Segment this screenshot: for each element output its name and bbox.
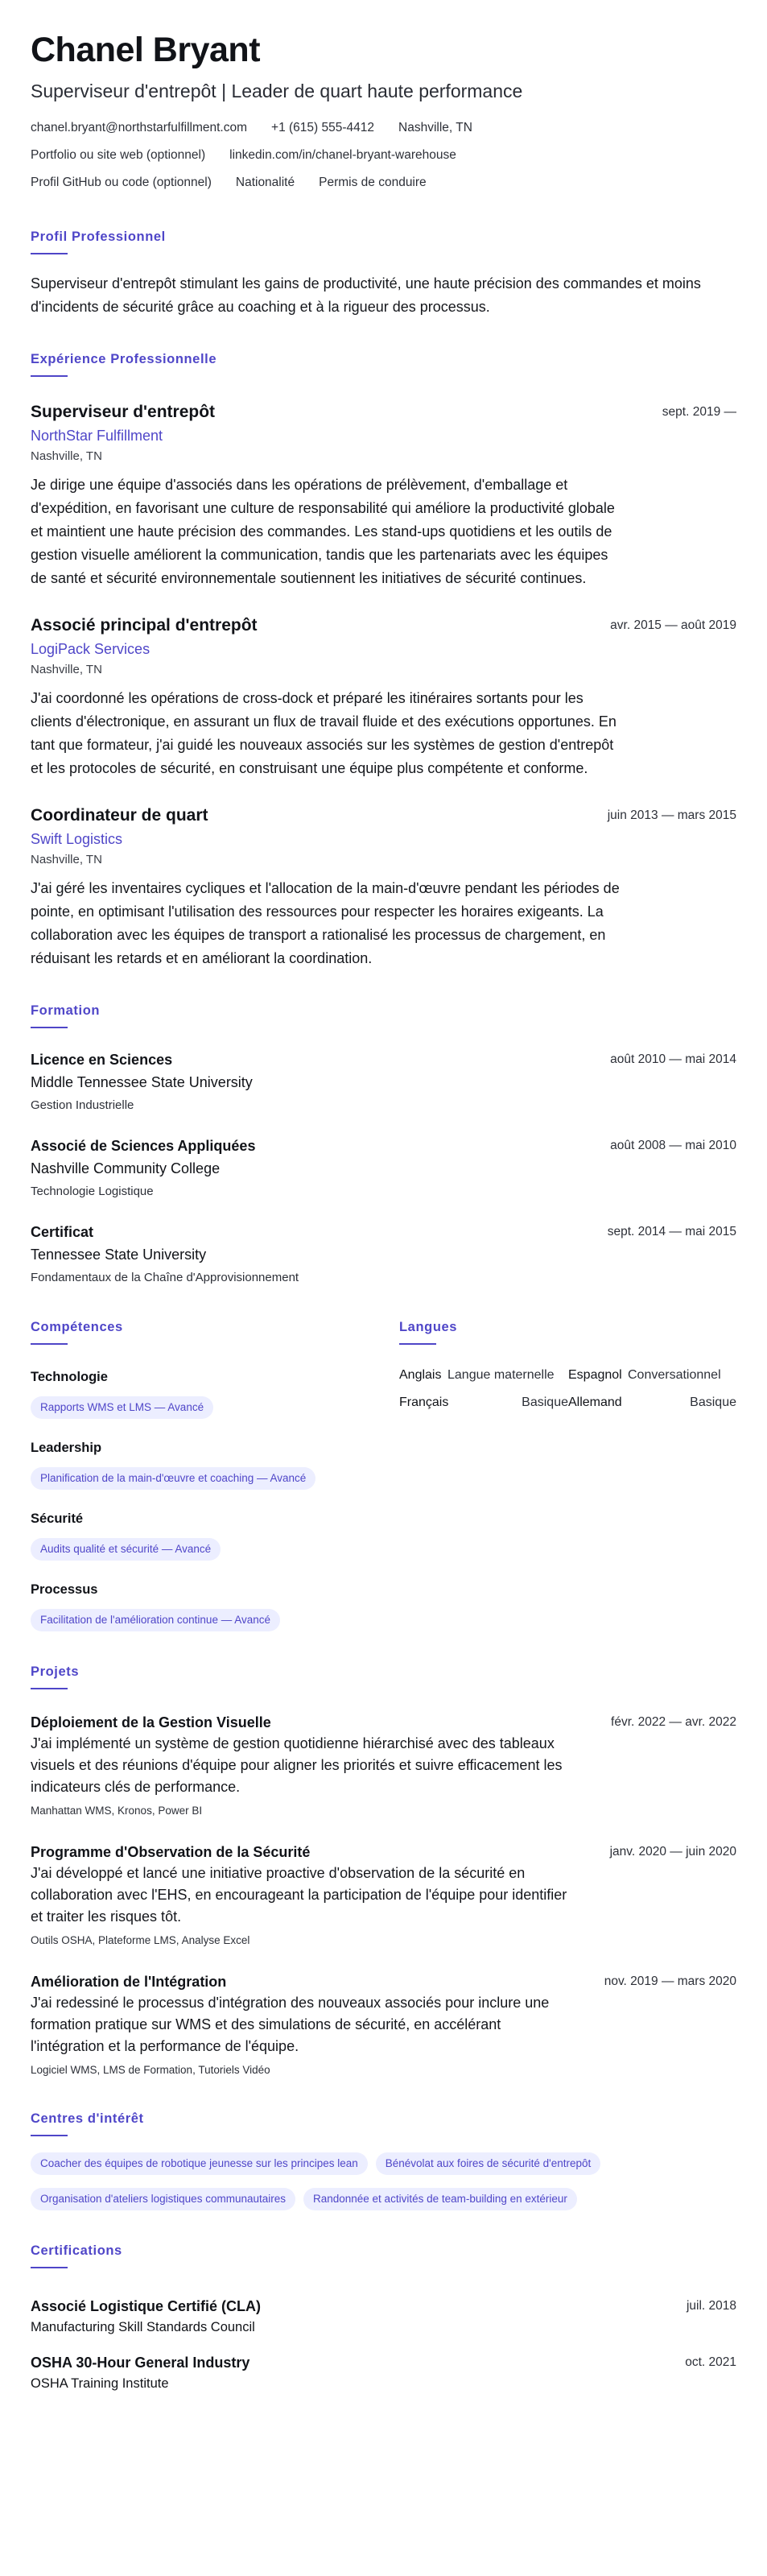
project-description: J'ai développé et lancé une initiative proactive d'observation de la sécurité en collaboration avec l'EHS, en encourageant la participation de l'équipe pour identifier et traiter les risques tôt.: [31, 1865, 567, 1925]
interest-pill: Randonnée et activités de team-building en extérieur: [303, 2188, 577, 2210]
project-tools: Manhattan WMS, Kronos, Power BI: [31, 1805, 203, 1817]
section-divider: [31, 1027, 68, 1028]
project-dates: nov. 2019 — mars 2020: [604, 1974, 736, 1988]
skill-category: Technologie: [31, 1370, 108, 1384]
skill-pill: Facilitation de l'amélioration continue — Avancé: [31, 1609, 280, 1631]
company-name: Swift Logistics: [31, 831, 123, 847]
interests-list: [31, 2152, 674, 2210]
section-divider: [31, 375, 68, 377]
language-level: Basique: [690, 1396, 736, 1409]
job-dates: sept. 2019 —: [662, 405, 736, 419]
section-title: Certifications: [31, 2243, 122, 2258]
skills-section: [31, 1317, 399, 1631]
job-title: Superviseur d'entrepôt: [31, 403, 216, 421]
education-entry: [31, 1049, 736, 1114]
education-entry: [31, 1222, 736, 1287]
interest-pill: Organisation d'ateliers logistiques communautaires: [31, 2188, 295, 2210]
section-divider: [31, 1343, 68, 1345]
project-entry: [31, 1842, 736, 1949]
project-entry: [31, 1971, 736, 2078]
nationality-text: Nationalité: [235, 176, 295, 189]
field-of-study: Gestion Industrielle: [31, 1098, 134, 1112]
job-title: Associé principal d'entrepôt: [31, 616, 258, 635]
job-description: Je dirige une équipe d'associés dans les opérations de prélèvement, d'emballage et d'expédition, en favorisant une culture de responsabilité qui améliore la productivité globale et maintient une haute précision des commandes. Les stand-ups quotidiens et les outils de gestion visuelle améliorent la communication, tandis que les partenariats avec les équipes de santé et sécurité environnementale soutiennent les initiatives de sécurité continues.: [31, 477, 615, 586]
languages-grid: [399, 1367, 736, 1411]
job-dates: avr. 2015 — août 2019: [610, 618, 736, 632]
profile-section: [31, 227, 736, 319]
skills-languages-row: [31, 1317, 736, 1631]
project-description: J'ai implémenté un système de gestion quotidienne hiérarchisé avec des tableaux visuels et des réunions d'équipe pour aligner les priorités et suivre efficacement les indicateurs clés de performance.: [31, 1735, 563, 1795]
school-name: Tennessee State University: [31, 1247, 207, 1263]
portfolio-link[interactable]: Portfolio ou site web (optionnel): [31, 148, 206, 162]
section-title: Langues: [399, 1320, 458, 1334]
certification-date: juil. 2018: [686, 2299, 736, 2313]
certification-name: OSHA 30-Hour General Industry: [31, 2355, 250, 2371]
certification-issuer: Manufacturing Skill Standards Council: [31, 2320, 255, 2334]
project-description: J'ai redessiné le processus d'intégration des nouveaux associés pour inclure une formation pratique sur WMS et des simulations de sécurité, en accélérant l'intégration et la performance de l'équipe.: [31, 1995, 550, 2054]
language-level: Basique: [522, 1396, 568, 1409]
candidate-name: Chanel Bryant: [31, 31, 261, 69]
section-title: Compétences: [31, 1320, 123, 1334]
language-name: Espagnol: [568, 1368, 622, 1382]
languages-section: [399, 1317, 736, 1631]
field-of-study: Technologie Logistique: [31, 1185, 154, 1198]
certifications-section: [31, 2241, 736, 2392]
interest-pill: Bénévolat aux foires de sécurité d'entrepôt: [376, 2152, 601, 2175]
degree: Licence en Sciences: [31, 1052, 173, 1068]
company-name: LogiPack Services: [31, 641, 151, 657]
skill-category: Sécurité: [31, 1511, 84, 1526]
project-tools: Outils OSHA, Plateforme LMS, Analyse Excel: [31, 1934, 250, 1946]
github-link[interactable]: Profil GitHub ou code (optionnel): [31, 176, 212, 189]
section-title: Profil Professionnel: [31, 229, 166, 244]
profile-summary: Superviseur d'entrepôt stimulant les gains de productivité, une haute précision des commandes et moins d'incidents de sécurité grâce au coaching et à la rigueur des processus.: [31, 275, 701, 315]
education-dates: août 2008 — mai 2010: [610, 1139, 736, 1152]
section-title: Projets: [31, 1664, 80, 1679]
project-title: Amélioration de l'Intégration: [31, 1974, 227, 1990]
certification-name: Associé Logistique Certifié (CLA): [31, 2298, 262, 2314]
certification-entry: [31, 2352, 736, 2392]
language-name: Anglais: [399, 1368, 442, 1382]
school-name: Nashville Community College: [31, 1160, 221, 1176]
degree: Certificat: [31, 1224, 94, 1240]
linkedin-link[interactable]: linkedin.com/in/chanel-bryant-warehouse: [229, 148, 456, 162]
phone-link[interactable]: +1 (615) 555-4412: [271, 121, 375, 134]
certification-issuer: OSHA Training Institute: [31, 2376, 169, 2391]
section-title: Centres d'intérêt: [31, 2111, 144, 2126]
section-divider: [31, 2267, 68, 2268]
resume-header: [31, 29, 736, 196]
job-entry: [31, 401, 736, 590]
job-dates: juin 2013 — mars 2015: [607, 808, 736, 822]
job-description: J'ai géré les inventaires cycliques et l'allocation de la main-d'œuvre pendant les périodes de pointe, en optimisant l'utilisation des ressources pour respecter les horaires exigeants. La collaboration avec les équipes de transport a rationalisé les processus de chargement, en réduisant les retards et en améliorant la coordination.: [31, 880, 620, 966]
section-divider: [31, 2135, 68, 2136]
language-name: Français: [399, 1396, 449, 1409]
language-level: Langue maternelle: [447, 1368, 555, 1382]
company-name: NorthStar Fulfillment: [31, 428, 163, 444]
project-entry: [31, 1712, 736, 1819]
job-location: Nashville, TN: [31, 663, 102, 676]
project-dates: févr. 2022 — avr. 2022: [611, 1715, 736, 1729]
education-dates: août 2010 — mai 2014: [610, 1052, 736, 1066]
project-title: Déploiement de la Gestion Visuelle: [31, 1714, 271, 1730]
section-divider: [31, 253, 68, 254]
job-location: Nashville, TN: [31, 853, 102, 866]
license-text: Permis de conduire: [319, 176, 427, 189]
project-dates: janv. 2020 — juin 2020: [609, 1845, 736, 1859]
job-entry: [31, 614, 736, 780]
location-text: Nashville, TN: [398, 121, 472, 134]
skill-category: Leadership: [31, 1441, 102, 1455]
project-title: Programme d'Observation de la Sécurité: [31, 1844, 311, 1860]
contact-block: [31, 114, 736, 196]
skill-category: Processus: [31, 1582, 98, 1597]
job-location: Nashville, TN: [31, 449, 102, 463]
interest-pill: Coacher des équipes de robotique jeunesse sur les principes lean: [31, 2152, 368, 2175]
interests-section: [31, 2109, 736, 2210]
education-entry: [31, 1135, 736, 1201]
education-dates: sept. 2014 — mai 2015: [607, 1225, 736, 1238]
section-divider: [399, 1343, 436, 1345]
certification-date: oct. 2021: [685, 2355, 736, 2369]
section-title: Expérience Professionnelle: [31, 352, 217, 366]
experience-section: [31, 349, 736, 970]
certification-entry: [31, 2296, 736, 2336]
job-entry: [31, 804, 736, 970]
job-description: J'ai coordonné les opérations de cross-dock et préparé les itinéraires sortants pour les clients d'électronique, en assurant un flux de travail fluide et des exécutions opportunes. En tant que formateur, j'ai guidé les nouveaux associés sur les systèmes de gestion d'entrepôt et les protocoles de sécurité, en construisant une équipe plus compétente et conforme.: [31, 690, 616, 776]
degree: Associé de Sciences Appliquées: [31, 1138, 256, 1154]
education-section: [31, 1001, 736, 1287]
section-title: Formation: [31, 1003, 101, 1018]
language-level: Conversationnel: [628, 1368, 721, 1382]
language-name: Allemand: [568, 1396, 622, 1409]
skill-pill: Audits qualité et sécurité — Avancé: [31, 1538, 221, 1561]
field-of-study: Fondamentaux de la Chaîne d'Approvisionnement: [31, 1271, 299, 1284]
email-link[interactable]: chanel.bryant@northstarfulfillment.com: [31, 121, 248, 134]
school-name: Middle Tennessee State University: [31, 1074, 253, 1090]
skill-pill: Planification de la main-d'œuvre et coaching — Avancé: [31, 1467, 315, 1490]
skill-pill: Rapports WMS et LMS — Avancé: [31, 1396, 213, 1419]
section-divider: [31, 1688, 68, 1689]
project-tools: Logiciel WMS, LMS de Formation, Tutoriels Vidéo: [31, 2064, 270, 2076]
projects-section: [31, 1662, 736, 2078]
headline: Superviseur d'entrepôt | Leader de quart haute performance: [31, 81, 523, 101]
job-title: Coordinateur de quart: [31, 806, 208, 825]
